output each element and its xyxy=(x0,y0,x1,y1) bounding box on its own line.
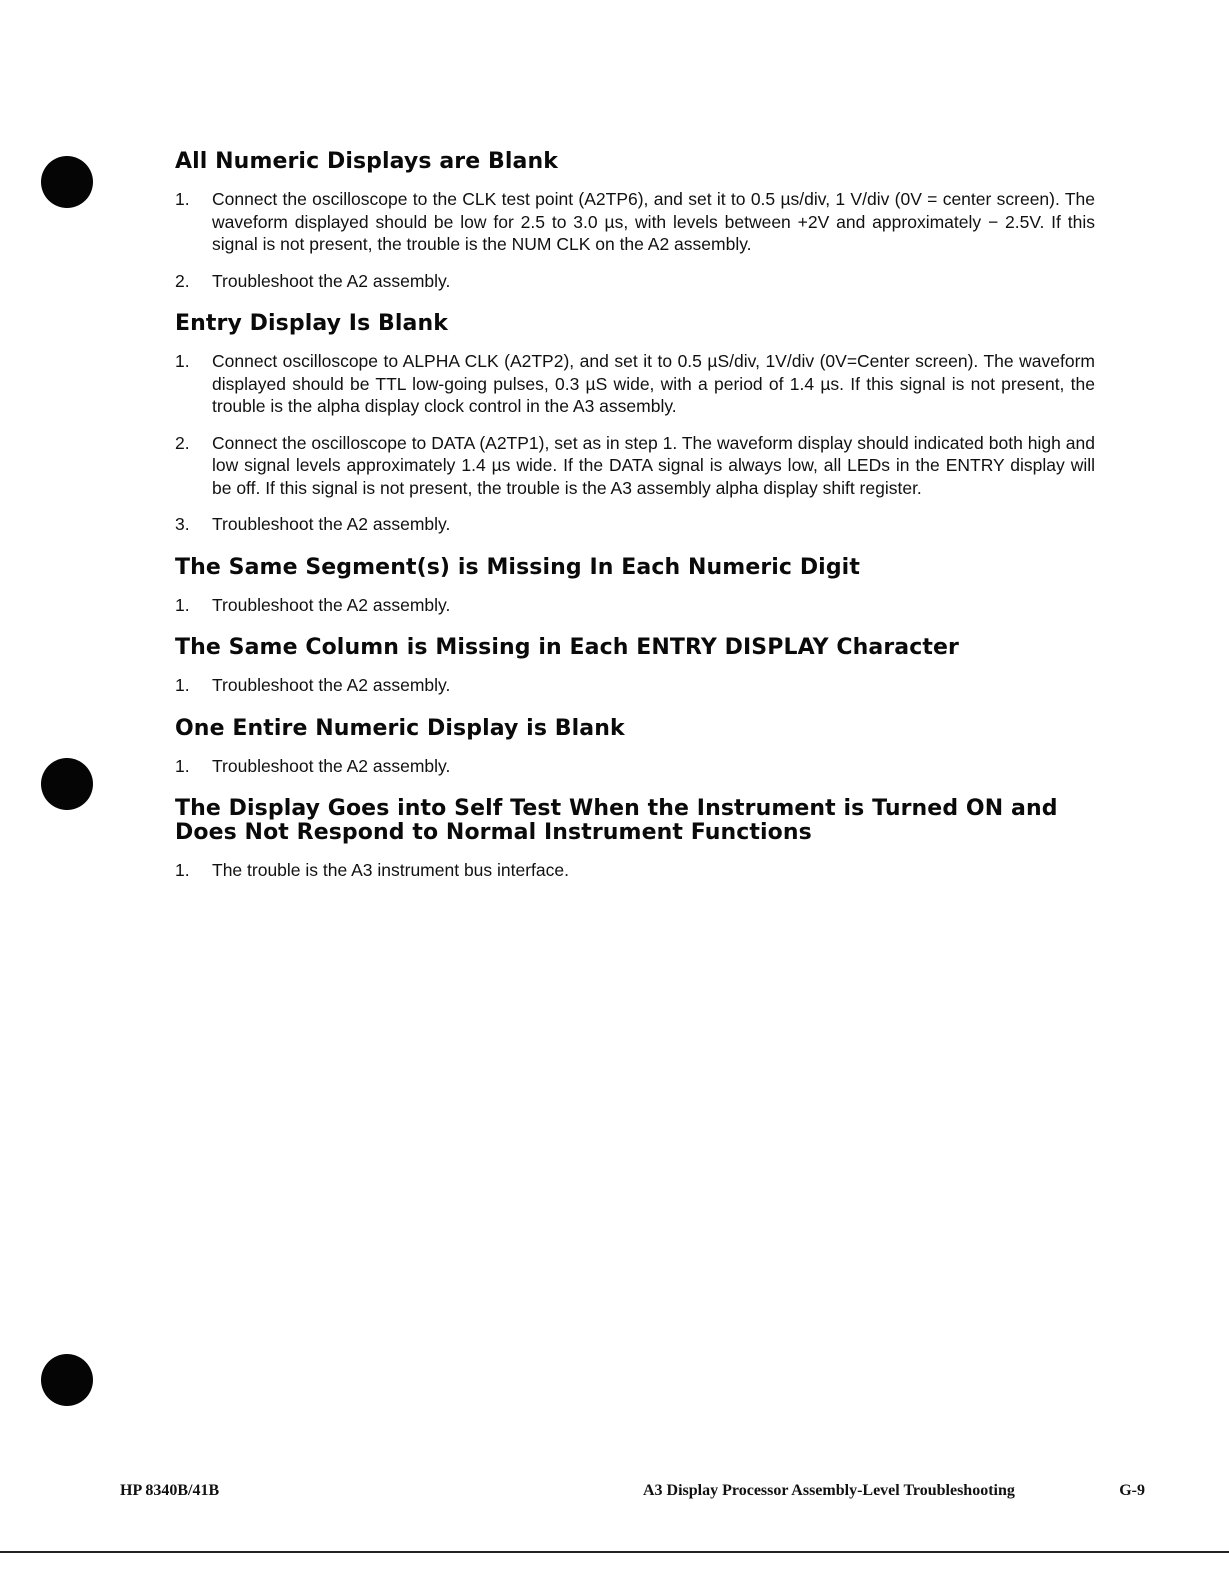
step-text: Connect the oscilloscope to DATA (A2TP1), set as in step 1. The waveform display should indicated both high and low signal levels approximately 1.4 µs wide. If the DATA signal is always low, all LEDs in the ENTRY display will be off. If this signal is not present, the trouble is the A3 assembly alpha display shift register. xyxy=(212,432,1095,498)
step-list xyxy=(175,674,1095,697)
page-number: G-9 xyxy=(1119,1482,1145,1499)
list-item xyxy=(175,674,1095,697)
step-text: The trouble is the A3 instrument bus interface. xyxy=(212,860,569,880)
step-number: 1. xyxy=(175,351,190,371)
step-number: 1. xyxy=(175,860,190,880)
section-heading: The Same Segment(s) is Missing In Each Numeric Digit xyxy=(175,554,860,580)
list-item xyxy=(175,270,1095,293)
section-same-column-missing xyxy=(175,636,1095,697)
step-text: Troubleshoot the A2 assembly. xyxy=(212,514,451,534)
section-heading: The Same Column is Missing in Each ENTRY DISPLAY Character xyxy=(175,635,959,660)
section-heading: The Display Goes into Self Test When the Instrument is Turned ON and Does Not Respond to Normal Instrument Functions xyxy=(175,796,1058,845)
list-item xyxy=(175,188,1095,256)
list-item xyxy=(175,350,1095,418)
binder-hole-top xyxy=(41,156,93,208)
list-item xyxy=(175,859,1095,882)
step-list xyxy=(175,188,1095,292)
list-item xyxy=(175,432,1095,500)
step-number: 1. xyxy=(175,189,190,209)
list-item xyxy=(175,755,1095,778)
step-number: 3. xyxy=(175,514,190,534)
list-item xyxy=(175,594,1095,617)
section-heading: One Entire Numeric Display is Blank xyxy=(175,715,625,741)
bottom-rule xyxy=(0,1551,1229,1553)
section-same-segment-missing xyxy=(175,556,1095,617)
document-body xyxy=(175,150,1095,902)
step-number: 1. xyxy=(175,755,190,776)
step-list xyxy=(175,859,1095,882)
step-text: Connect the oscilloscope to the CLK test point (A2TP6), and set it to 0.5 µs/div, 1 V/div (0V = center screen). The waveform displayed should be low for 2.5 to 3.0 µs, with levels between +2V and approximately − 2.5V. If this signal is not present, the trouble is the NUM CLK on the A2 assembly. xyxy=(212,189,1095,254)
section-heading: Entry Display Is Blank xyxy=(175,311,448,336)
list-item xyxy=(175,513,1095,536)
section-one-display-blank xyxy=(175,717,1095,778)
step-list xyxy=(175,350,1095,536)
section-heading: All Numeric Displays are Blank xyxy=(175,149,558,174)
page-footer xyxy=(120,1482,1145,1506)
binder-hole-middle xyxy=(41,758,93,810)
footer-title: A3 Display Processor Assembly-Level Troubleshooting xyxy=(643,1482,1015,1499)
section-self-test xyxy=(175,797,1095,882)
step-text: Troubleshoot the A2 assembly. xyxy=(212,594,451,615)
binder-hole-bottom xyxy=(41,1354,93,1406)
section-entry-display-blank xyxy=(175,312,1095,536)
step-number: 1. xyxy=(175,675,190,695)
step-text: Troubleshoot the A2 assembly. xyxy=(212,675,451,695)
step-text: Troubleshoot the A2 assembly. xyxy=(212,755,451,776)
step-number: 1. xyxy=(175,594,190,615)
step-number: 2. xyxy=(175,432,190,453)
section-all-numeric-blank xyxy=(175,150,1095,292)
step-list xyxy=(175,594,1095,617)
step-text: Connect oscilloscope to ALPHA CLK (A2TP2), and set it to 0.5 µS/div, 1V/div (0V=Center screen). The waveform displayed should be TTL low-going pulses, 0.3 µS wide, with a period of 1.4 µs. If this signal is not present, the trouble is the alpha display clock control in the A3 assembly. xyxy=(212,351,1095,416)
step-number: 2. xyxy=(175,270,190,291)
step-text: Troubleshoot the A2 assembly. xyxy=(212,270,451,291)
step-list xyxy=(175,755,1095,778)
footer-model: HP 8340B/41B xyxy=(120,1482,220,1499)
